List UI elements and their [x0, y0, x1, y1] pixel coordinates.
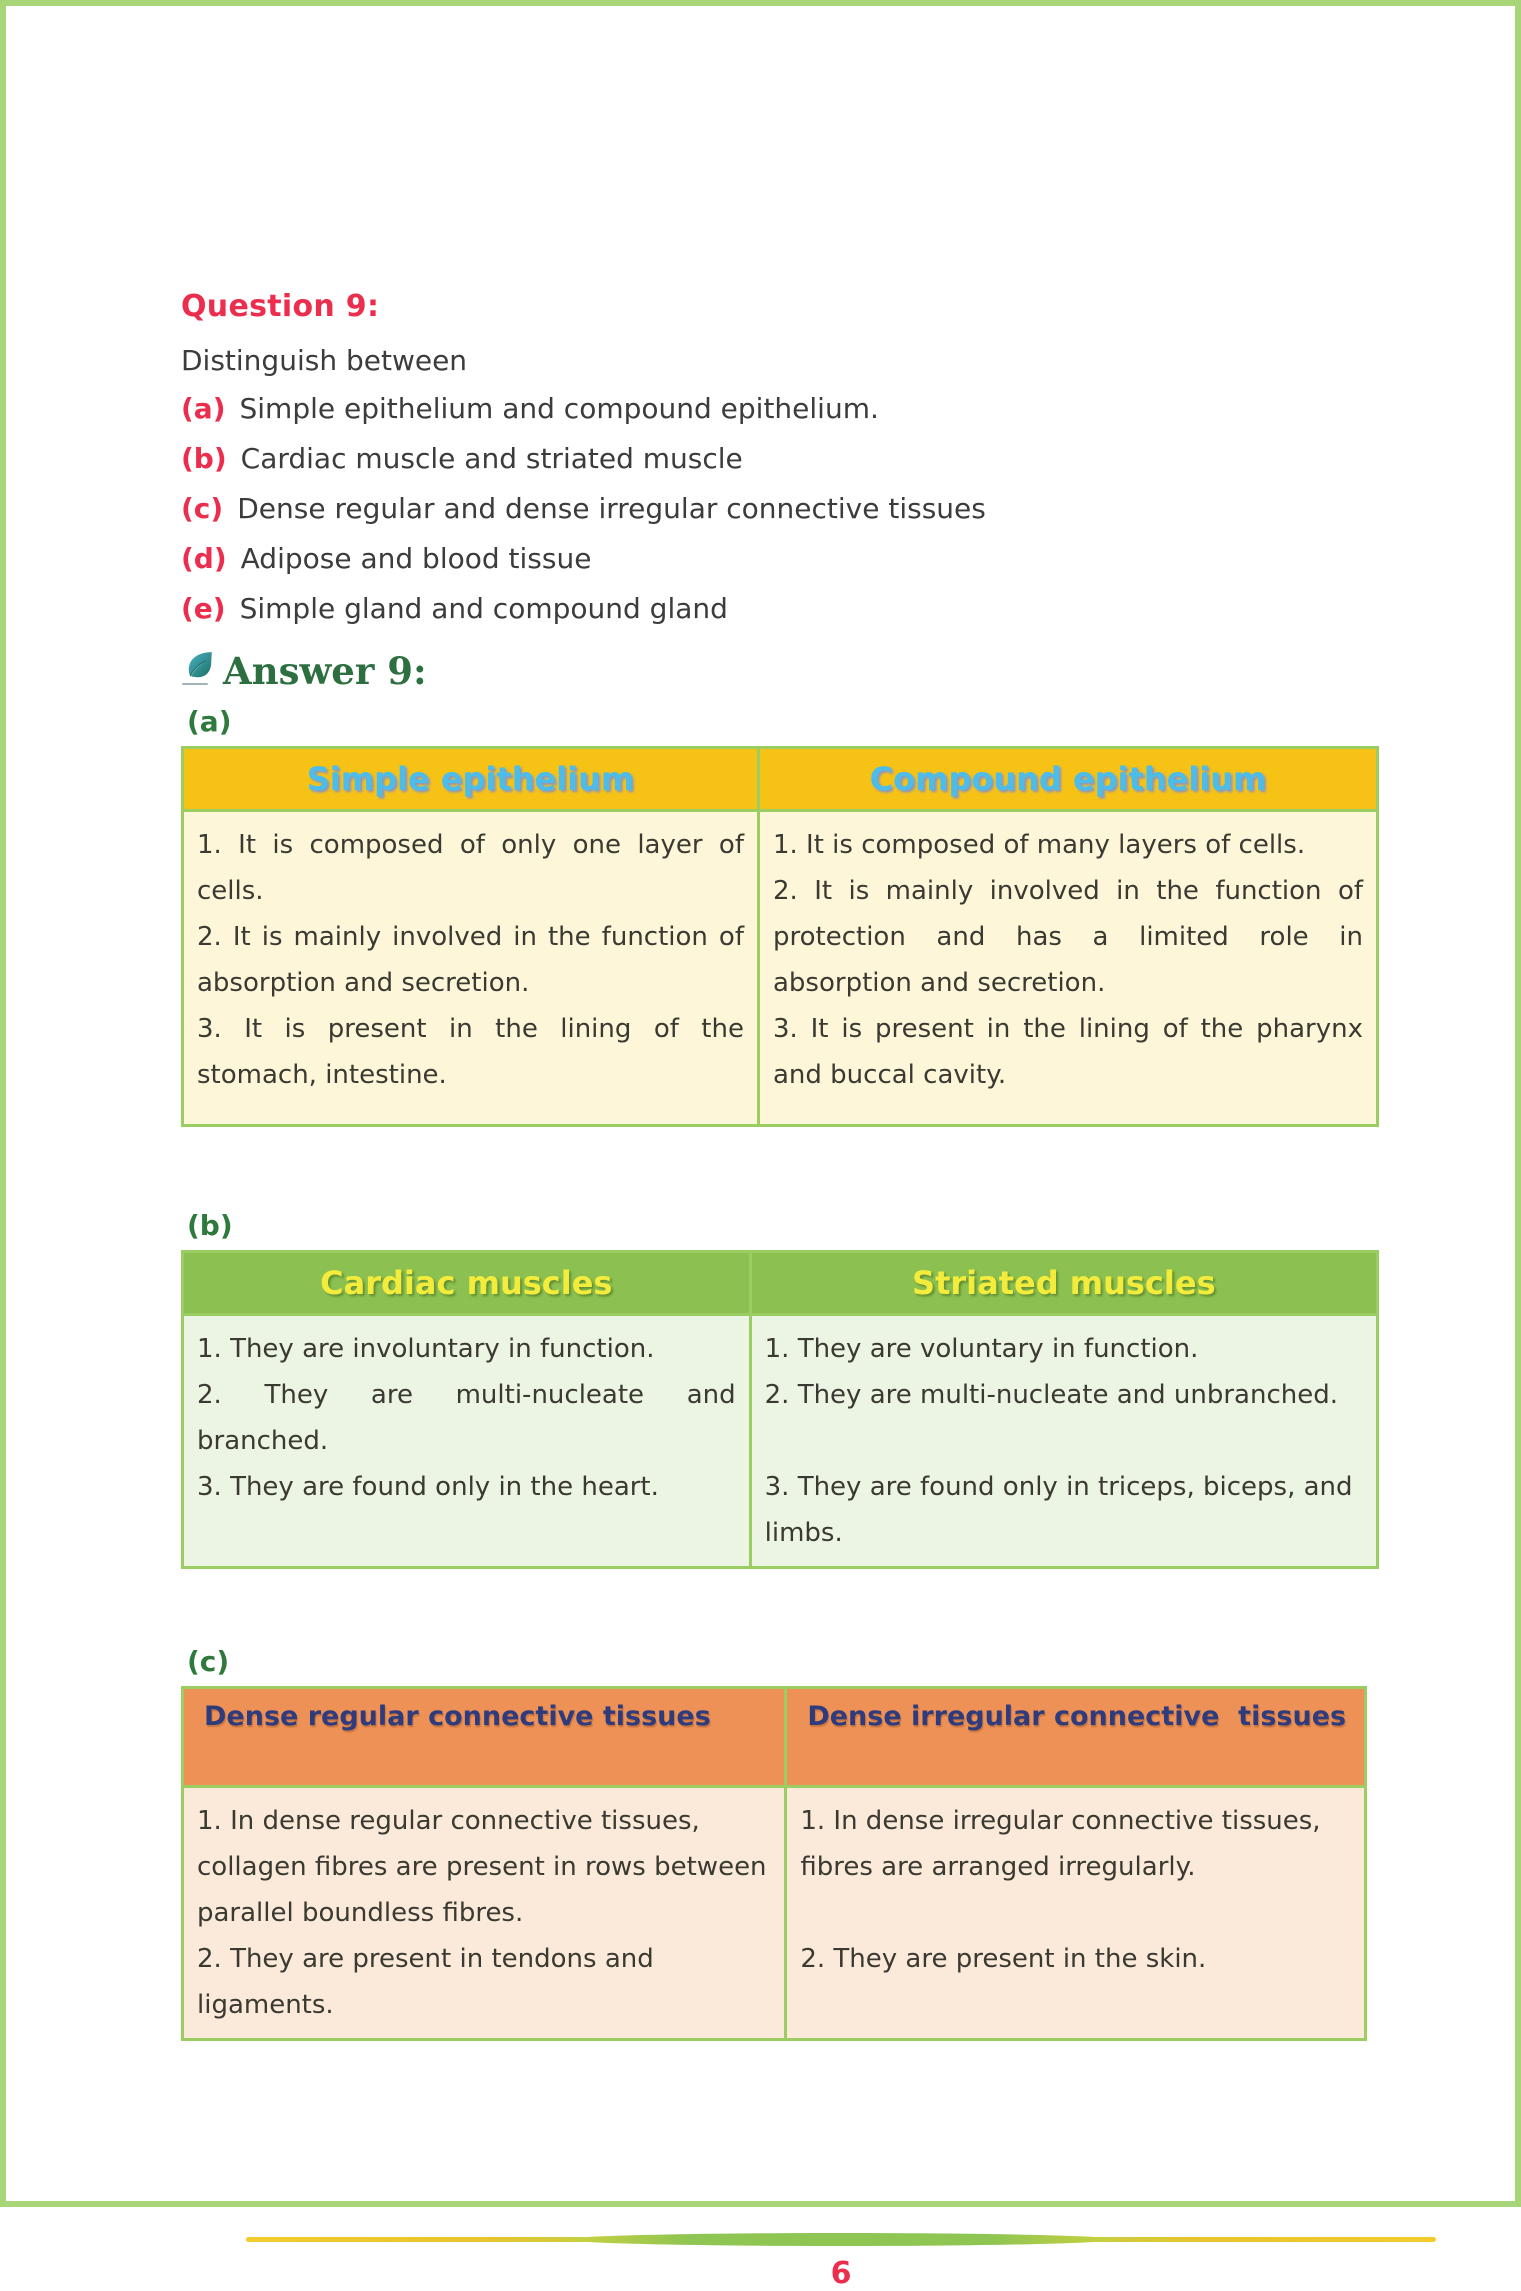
cell-point: 1. In dense irregular connective tissues, fibres are arranged irregularly. — [800, 1806, 1321, 1882]
column-header-dense-regular: Dense regular connective tissues — [183, 1688, 786, 1787]
question-item-b — [181, 441, 1379, 477]
question-item-text: Adipose and blood tissue — [240, 542, 592, 575]
cell-point: 1. In dense regular connective tissues, collagen fibres are present in rows between parallel boundless fibres. — [197, 1806, 767, 1928]
question-item-label: (a) — [181, 392, 226, 425]
cell-point: 1. They are voluntary in function. — [764, 1334, 1199, 1364]
question-item-label: (d) — [181, 542, 227, 575]
column-header-striated-muscles: Striated muscles — [750, 1252, 1377, 1315]
cell-point: 3. It is present in the lining of the stomach, intestine. — [197, 1014, 744, 1090]
table-cardiac-vs-striated-muscles — [181, 1250, 1379, 1569]
cell-point: 3. They are found only in triceps, biceps, and limbs. — [764, 1472, 1353, 1548]
question-item-c — [181, 491, 1379, 527]
cell-point: 2. They are multi-nucleate and branched. — [197, 1380, 736, 1456]
question-item-d — [181, 541, 1379, 577]
column-header-dense-irregular: Dense irregular connective tissues — [786, 1688, 1366, 1787]
footer-divider — [246, 2231, 1436, 2248]
cell-point: 1. It is composed of only one layer of cells. — [197, 830, 744, 906]
footer-divider-bulge — [567, 2233, 1114, 2246]
column-header-compound-epithelium: Compound epithelium — [758, 748, 1377, 811]
table-cell-simple-epithelium — [183, 811, 759, 1126]
cell-point: 2. It is mainly involved in the function of absorption and secretion. — [197, 922, 744, 998]
cell-point: 1. It is composed of many layers of cells. — [772, 830, 1306, 860]
column-header-simple-epithelium: Simple epithelium — [183, 748, 759, 811]
table-cell-dense-regular — [183, 1787, 786, 2040]
cell-point: 2. They are present in tendons and ligaments. — [197, 1944, 654, 2020]
answer-section-label-c: (c) — [187, 1645, 230, 1678]
question-item-text: Simple gland and compound gland — [239, 592, 728, 625]
column-header-cardiac-muscles: Cardiac muscles — [183, 1252, 751, 1315]
question-item-text: Dense regular and dense irregular connective tissues — [237, 492, 986, 525]
cell-point: 2. It is mainly involved in the function of protection and has a limited role in absorption and secretion. — [772, 876, 1363, 998]
question-title: Question 9: — [181, 289, 380, 324]
table-cell-cardiac-muscles — [183, 1315, 751, 1568]
page-content — [181, 289, 1379, 2291]
leaf-logo-icon — [181, 647, 221, 691]
table-cell-striated-muscles — [750, 1315, 1377, 1568]
question-item-text: Cardiac muscle and striated muscle — [240, 442, 743, 475]
leaf-logo-wordmark — [182, 683, 208, 685]
question-item-a — [181, 391, 1379, 427]
page-number: 6 — [830, 2256, 852, 2291]
cell-point: 3. They are found only in the heart. — [197, 1472, 659, 1502]
answer-heading — [181, 647, 1379, 691]
answer-section-label-b: (b) — [187, 1209, 233, 1242]
table-cell-compound-epithelium — [758, 811, 1377, 1126]
question-item-label: (e) — [181, 592, 226, 625]
answer-section-label-a: (a) — [187, 705, 232, 738]
table-dense-regular-vs-irregular-tissues — [181, 1686, 1367, 2041]
table-simple-vs-compound-epithelium — [181, 746, 1379, 1127]
cell-point: 2. They are present in the skin. — [800, 1944, 1207, 1974]
question-item-label: (b) — [181, 442, 227, 475]
answer-title: Answer 9: — [223, 649, 427, 693]
question-item-e — [181, 591, 1379, 627]
cell-point: 2. They are multi-nucleate and unbranched. — [764, 1380, 1338, 1410]
cell-point: 1. They are involuntary in function. — [197, 1334, 655, 1364]
question-item-text: Simple epithelium and compound epithelium. — [239, 392, 879, 425]
question-item-label: (c) — [181, 492, 224, 525]
cell-point: 3. It is present in the lining of the pharynx and buccal cavity. — [772, 1014, 1363, 1090]
table-cell-dense-irregular — [786, 1787, 1366, 2040]
question-intro: Distinguish between — [181, 344, 468, 377]
